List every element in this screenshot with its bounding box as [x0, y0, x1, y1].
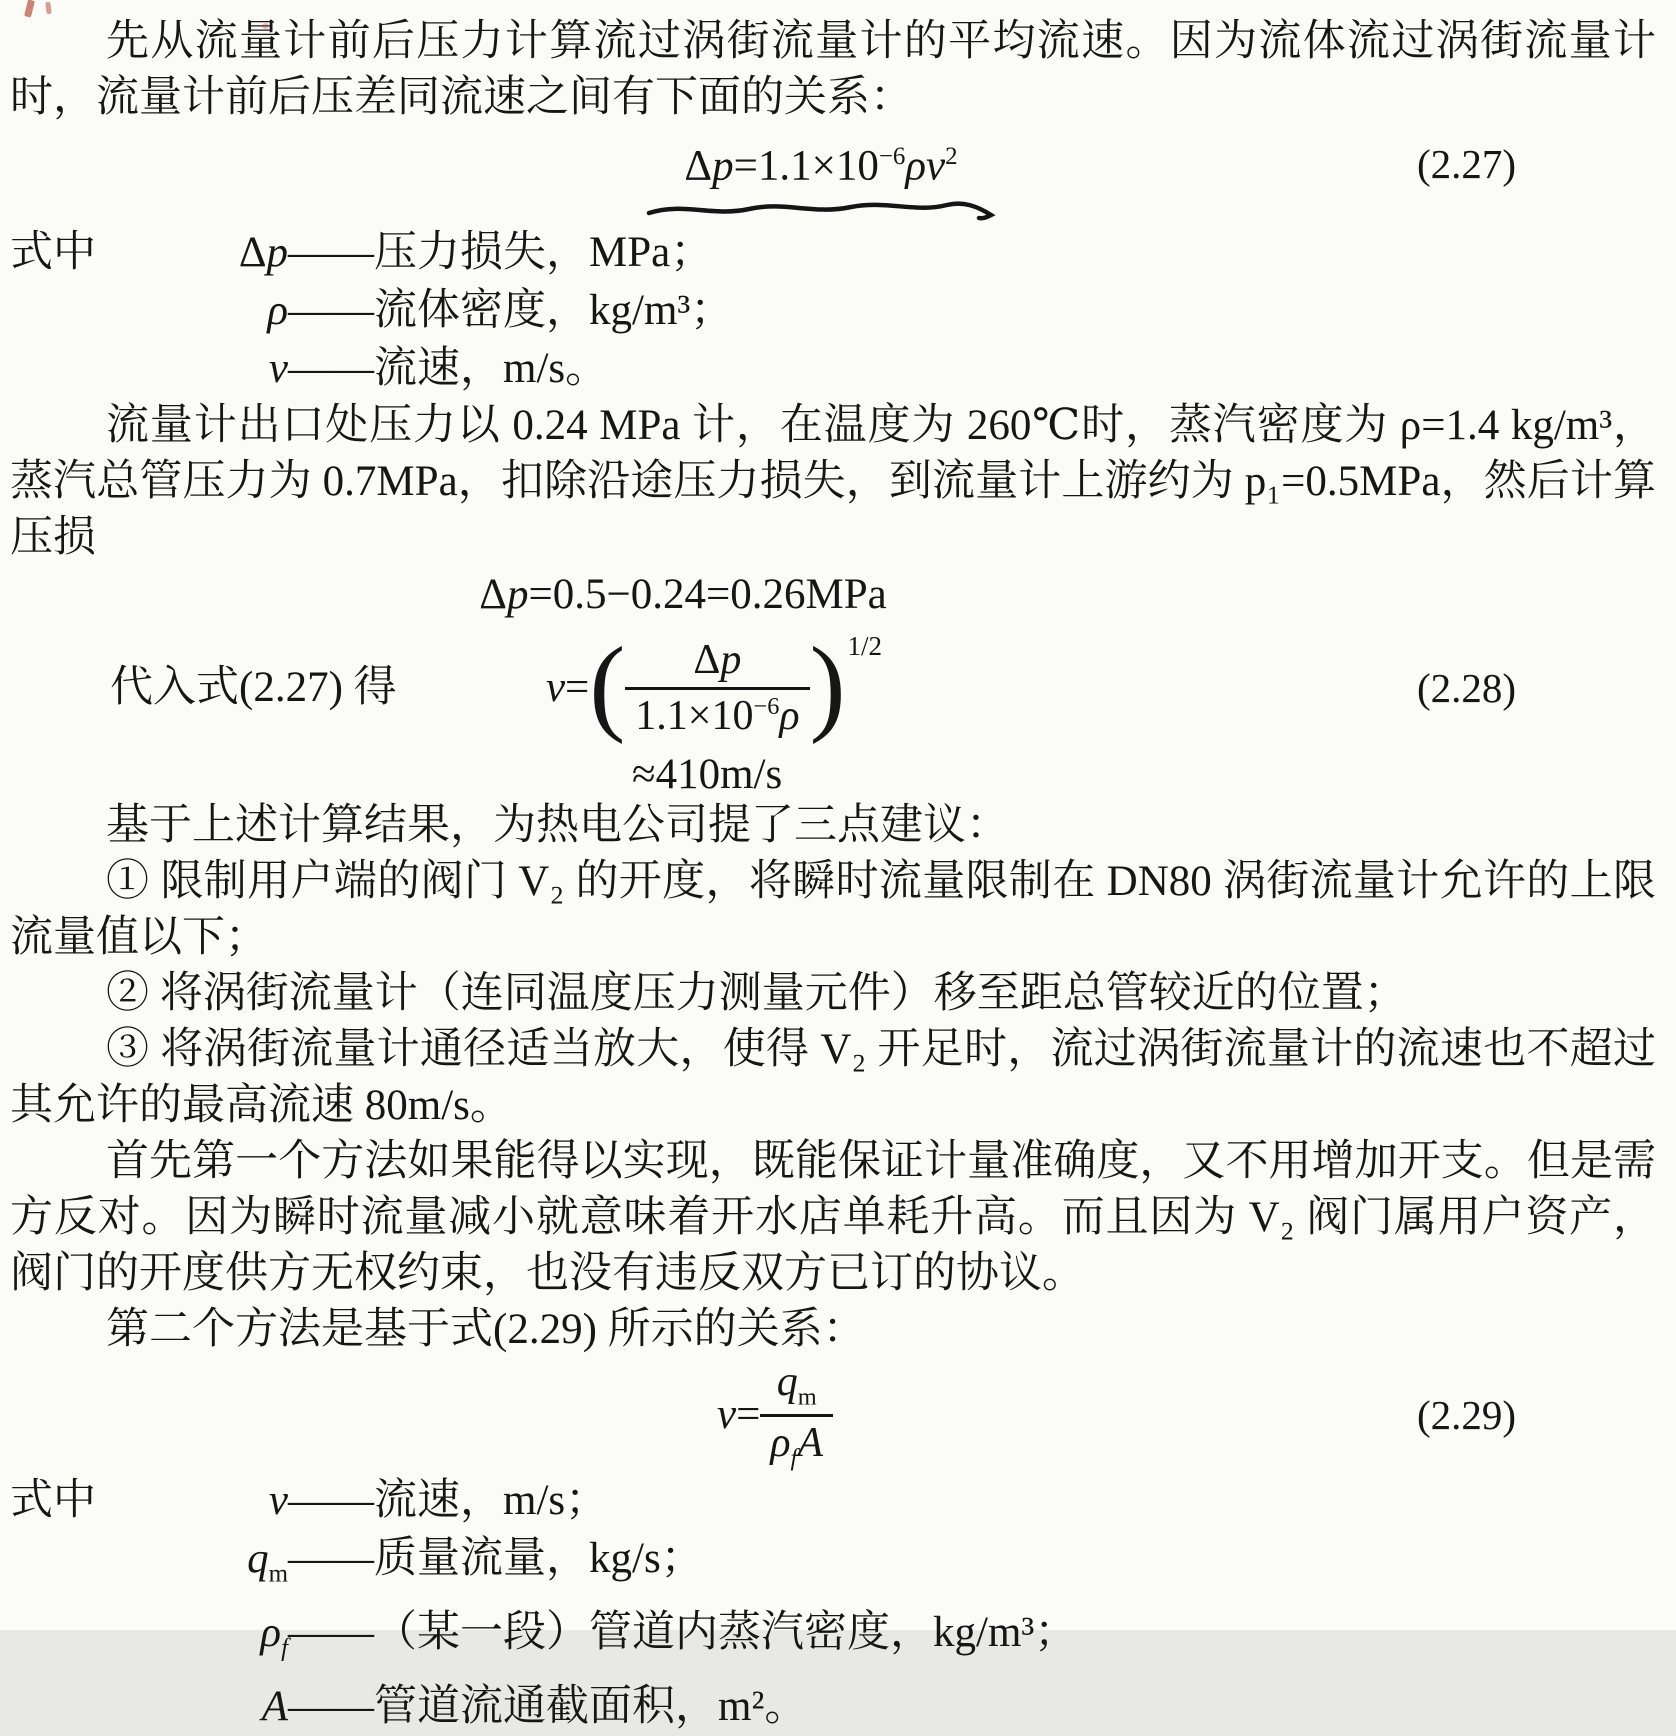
paragraph-method-1-discussion: 首先第一个方法如果能得以实现，既能保证计量准确度，又不用增加开支。但是需方反对。因为瞬时流量减小就意味着开水店单耗升高。而且因为 V₂ 阀门属用户资产，阀门的开度供方无权约束，也没有违反双方已订的协议。	[10, 1138, 1656, 1298]
where-label: 式中	[10, 1477, 96, 1525]
symbol-rho-f: $\rho_f$	[260, 1608, 288, 1662]
where-label: 式中	[10, 229, 96, 277]
equation-2-27-row	[10, 126, 1656, 224]
equation-number-2-28: (2.28)	[1416, 665, 1516, 712]
symbol-qm: $q_m$	[247, 1535, 288, 1588]
symbol-description: ——流体密度，kg/m³；	[288, 287, 734, 335]
denominator: $1.1\times 10^{-6}\rho$	[625, 687, 809, 740]
symbol-description: ——（某一段）管道内蒸汽密度，kg/m³；	[288, 1608, 1078, 1656]
symbol-description: ——流速，m/s。	[288, 345, 609, 393]
paragraph-intro: 先从流量计前后压力计算流过涡街流量计的平均流速。因为流体流过涡街流量计时，流量计前后压差同流速之间有下面的关系：	[10, 18, 1656, 121]
paragraph-pressure-calc: 流量计出口处压力以 0.24 MPa 计，在温度为 260℃时，蒸汽密度为 ρ=1.4 kg/m³，蒸汽总管压力为 0.7MPa，扣除沿途压力损失，到流量计上游约为 p₁=0.5MPa，然后计算压损	[10, 402, 1656, 562]
symbol-definition-row	[10, 1472, 1656, 1530]
symbol-definition-row	[10, 340, 1656, 398]
symbol-definition-row	[10, 282, 1656, 340]
fraction	[625, 637, 809, 740]
substitute-note: 代入式(2.27) 得	[110, 664, 397, 712]
where-clause-2	[10, 1472, 1656, 1735]
paragraph-method-2-intro: 第二个方法是基于式(2.29) 所示的关系：	[106, 1306, 866, 1354]
suggestion-1: ① 限制用户端的阀门 V₂ 的开度，将瞬时流量限制在 DN80 涡街流量计允许的上限流量值以下；	[10, 858, 1656, 962]
equation-delta-p: Δp=0.5−0.24=0.26MPa	[479, 571, 887, 619]
scan-artifact	[262, 23, 269, 29]
equation-2-29-row	[10, 1358, 1656, 1472]
equation-number-2-29: (2.29)	[1416, 1392, 1516, 1439]
scan-artifact	[45, 2, 52, 15]
equation-delta-p-row	[10, 566, 1656, 624]
equation-2-28-row	[10, 624, 1656, 752]
fraction	[760, 1359, 833, 1471]
denominator: $\rho_fA$	[760, 1414, 833, 1472]
symbol-delta-p: Δp	[238, 229, 288, 277]
symbol-rho: ρ	[267, 287, 288, 335]
equation-2-29: v = $\frac{q_m}{\rho_fA}$	[717, 1359, 833, 1471]
exponent: 1/2	[847, 631, 883, 662]
symbol-description: ——流速，m/s；	[288, 1477, 609, 1525]
symbol-definition-row	[10, 1604, 1656, 1678]
numerator: $q_m$	[776, 1359, 817, 1411]
numerator: Δp	[693, 636, 742, 683]
equation-2-27-formula: $\Delta p=1.1\times 10^{-6}\rho v^2$	[684, 142, 958, 190]
equation-2-27	[645, 126, 997, 224]
symbol-description: ——压力损失，MPa；	[288, 229, 714, 277]
symbol-description: ——管道流通截面积，m²。	[288, 1682, 808, 1730]
suggestion-2: ② 将涡街流量计（连同温度压力测量元件）移至距总管较近的位置；	[106, 970, 1407, 1018]
symbol-v: v	[268, 1477, 288, 1525]
approx-result: ≈410m/s	[632, 751, 783, 799]
symbol-v: v	[268, 345, 288, 393]
equation-2-28: v = ( $\frac{\Delta p}{1.1\times 10^{-6}\rho}$ ) 1/2	[546, 637, 880, 740]
paragraph-suggestions-intro: 基于上述计算结果，为热电公司提了三点建议：	[106, 802, 1009, 850]
equation-number-2-27: (2.27)	[1416, 141, 1516, 187]
wavy-underline	[645, 194, 997, 222]
symbol-definition-row	[10, 1678, 1656, 1736]
where-clause-1	[10, 224, 1656, 398]
symbol-description: ——质量流量，kg/s；	[288, 1535, 704, 1583]
symbol-definition-row	[10, 224, 1656, 282]
suggestion-3: ③ 将涡街流量计通径适当放大，使得 V₂ 开足时，流过涡街流量计的流速也不超过其允许的最高流速 80m/s。	[10, 1026, 1656, 1130]
symbol-definition-row	[10, 1530, 1656, 1604]
symbol-A: A	[261, 1682, 288, 1730]
